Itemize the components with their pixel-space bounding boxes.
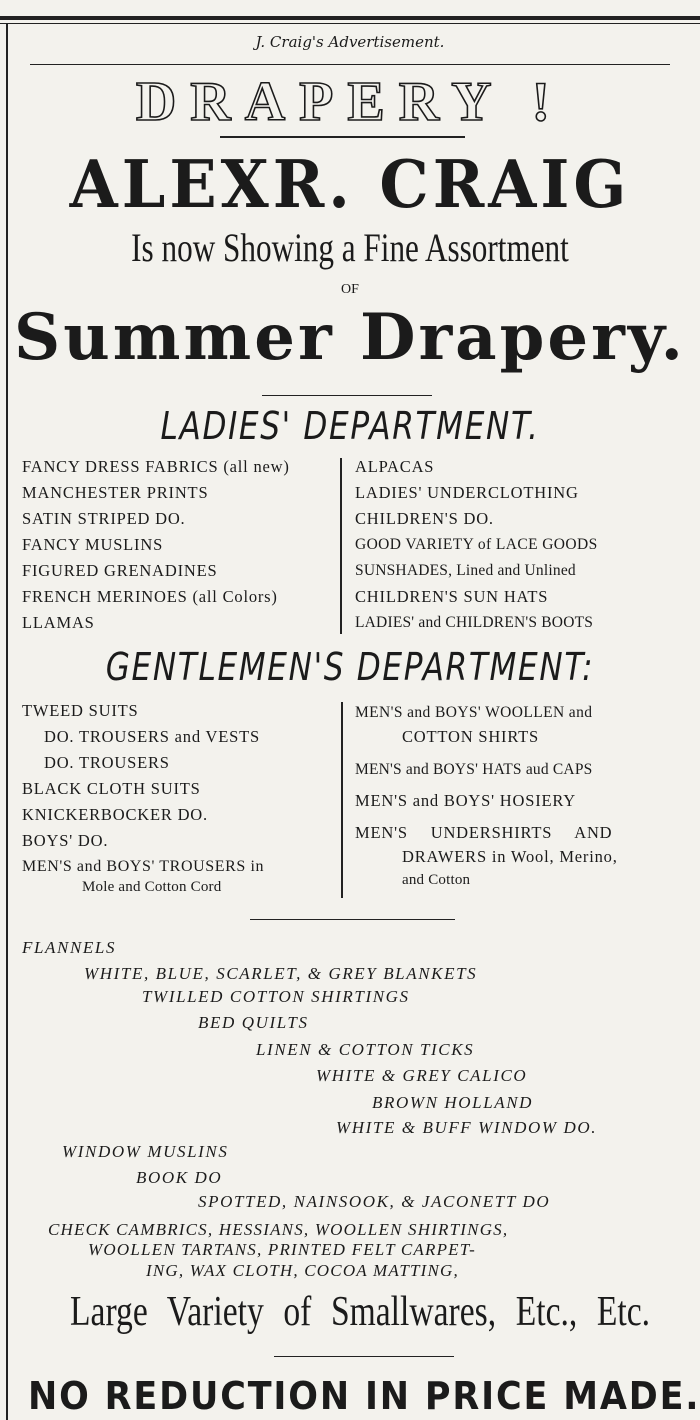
- goods-item: BOOK DO: [136, 1168, 223, 1187]
- list-item: CHILDREN'S SUN HATS: [355, 587, 549, 606]
- goods-item: WINDOW MUSLINS: [62, 1142, 229, 1161]
- top-thin-rule: [0, 23, 700, 24]
- list-item: FRENCH MERINOES (all Colors): [22, 587, 278, 606]
- list-item: MEN'S and BOYS' TROUSERS in: [22, 858, 265, 875]
- list-item: ALPACAS: [355, 457, 435, 476]
- list-item: CHILDREN'S DO.: [355, 509, 494, 528]
- list-item: TWEED SUITS: [22, 701, 139, 720]
- divider: [250, 919, 455, 920]
- goods-item: WHITE, BLUE, SCARLET, & GREY BLANKETS: [84, 964, 478, 983]
- list-item: DO. TROUSERS: [44, 753, 170, 772]
- goods-item: WOOLLEN TARTANS, PRINTED FELT CARPET-: [88, 1240, 477, 1259]
- list-item: DRAWERS in Wool, Merino,: [402, 847, 618, 866]
- goods-item: CHECK CAMBRICS, HESSIANS, WOOLLEN SHIRTINGS,: [48, 1220, 509, 1239]
- list-item: COTTON SHIRTS: [402, 727, 539, 746]
- goods-item: FLANNELS: [22, 938, 117, 957]
- divider: [220, 136, 465, 138]
- subject-title: Summer Drapery.: [14, 300, 686, 375]
- goods-item: LINEN & COTTON TICKS: [256, 1040, 475, 1059]
- top-double-rule: [0, 16, 700, 20]
- gentlemen-department-title: GENTLEMEN'S DEPARTMENT:: [105, 645, 595, 689]
- running-header: J. Craig's Advertisement.: [255, 33, 445, 51]
- headline: DRAPERY !: [135, 71, 565, 133]
- list-item: LADIES' UNDERCLOTHING: [355, 483, 579, 502]
- list-item: LLAMAS: [22, 613, 95, 632]
- list-item: FANCY MUSLINS: [22, 535, 164, 554]
- goods-item: ING, WAX CLOTH, COCOA MATTING,: [146, 1261, 459, 1280]
- goods-item: WHITE & GREY CALICO: [316, 1066, 528, 1085]
- list-item: SATIN STRIPED DO.: [22, 509, 186, 528]
- of-line: OF: [341, 282, 359, 297]
- goods-item: BROWN HOLLAND: [372, 1093, 534, 1112]
- header-rule: [30, 64, 670, 65]
- goods-item: TWILLED COTTON SHIRTINGS: [142, 987, 410, 1006]
- list-item: MANCHESTER PRINTS: [22, 483, 209, 502]
- smallwares-line: Large Variety of Smallwares, Etc., Etc.: [70, 1289, 651, 1335]
- list-item: and Cotton: [402, 872, 471, 888]
- list-item: FIGURED GRENADINES: [22, 561, 218, 580]
- ladies-department-title: LADIES' DEPARTMENT.: [160, 404, 540, 448]
- footer-notice: NO REDUCTION IN PRICE MADE.: [28, 1374, 700, 1418]
- list-item: MEN'S UNDERSHIRTS AND: [355, 823, 613, 842]
- column-divider: [340, 458, 342, 634]
- goods-item: BED QUILTS: [198, 1013, 309, 1032]
- list-item: KNICKERBOCKER DO.: [22, 805, 208, 824]
- column-divider: [341, 702, 343, 898]
- divider: [262, 395, 432, 396]
- list-item: FANCY DRESS FABRICS (all new): [22, 457, 290, 476]
- list-item: GOOD VARIETY of LACE GOODS: [355, 536, 598, 553]
- merchant-name: ALEXR. CRAIG: [69, 146, 631, 223]
- list-item: SUNSHADES, Lined and Unlined: [355, 562, 576, 579]
- list-item: MEN'S and BOYS' HATS aud CAPS: [355, 761, 593, 778]
- list-item: MEN'S and BOYS' HOSIERY: [355, 791, 576, 810]
- list-item: LADIES' and CHILDREN'S BOOTS: [355, 614, 594, 631]
- goods-item: SPOTTED, NAINSOOK, & JACONETT DO: [198, 1192, 551, 1211]
- divider: [274, 1356, 454, 1357]
- intro-line: Is now Showing a Fine Assortment: [131, 225, 569, 270]
- list-item: BOYS' DO.: [22, 831, 109, 850]
- list-item: Mole and Cotton Cord: [82, 879, 222, 895]
- list-item: BLACK CLOTH SUITS: [22, 779, 201, 798]
- left-border: [6, 24, 8, 1420]
- goods-item: WHITE & BUFF WINDOW DO.: [336, 1118, 598, 1137]
- list-item: DO. TROUSERS and VESTS: [44, 727, 260, 746]
- list-item: MEN'S and BOYS' WOOLLEN and: [355, 704, 593, 721]
